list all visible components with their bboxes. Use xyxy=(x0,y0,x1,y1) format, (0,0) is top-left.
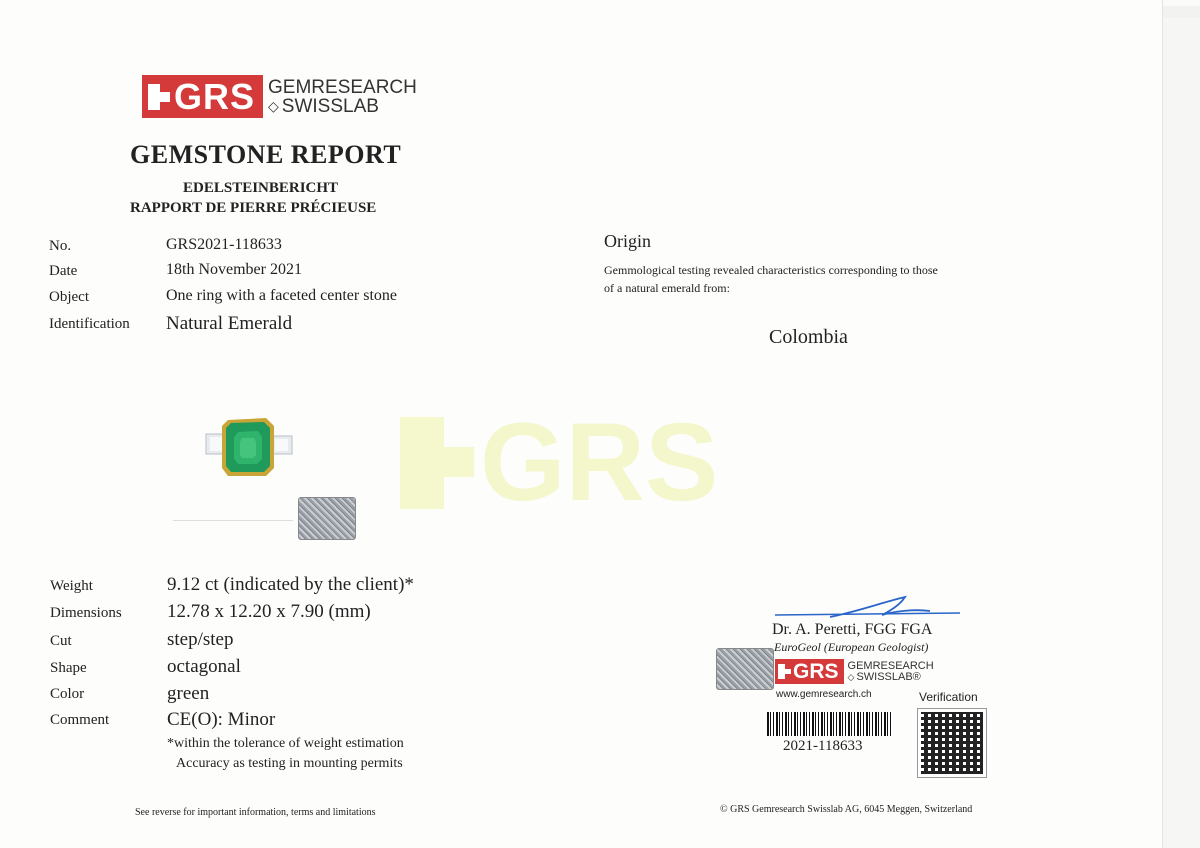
grs-logo-small-text: GRS xyxy=(793,659,839,683)
grs-watermark xyxy=(400,401,719,524)
label-color: Color xyxy=(50,686,85,702)
signatory-name: Dr. A. Peretti, FGG FGA xyxy=(772,621,933,638)
value-shape: octagonal xyxy=(167,656,241,677)
report-barcode xyxy=(767,712,893,736)
label-dimensions: Dimensions xyxy=(50,605,122,621)
label-weight: Weight xyxy=(50,578,93,594)
report-subtitle-fr: RAPPORT DE PIERRE PRÉCIEUSE xyxy=(130,200,377,216)
label-date: Date xyxy=(49,263,78,279)
value-identification: Natural Emerald xyxy=(166,313,293,334)
label-identification: Identification xyxy=(49,316,130,332)
label-shape: Shape xyxy=(50,660,87,676)
origin-country: Colombia xyxy=(769,326,848,348)
origin-text-line1: Gemmological testing revealed characteristics corresponding to those xyxy=(604,263,938,277)
note-weight-tolerance: *within the tolerance of weight estimation xyxy=(167,736,404,751)
watermark-text: GRS xyxy=(480,401,719,524)
value-dimensions: 12.78 x 12.20 x 7.90 (mm) xyxy=(167,601,371,622)
grs-logo-side xyxy=(268,78,417,116)
logo-gemresearch: GEMRESEARCH xyxy=(268,76,417,98)
label-comment: Comment xyxy=(50,712,110,728)
origin-text-line2: of a natural emerald from: xyxy=(604,281,730,295)
logo-swisslab: SWISSLAB xyxy=(281,95,379,117)
swiss-cross-icon xyxy=(148,84,160,110)
value-report-number: GRS2021-118633 xyxy=(166,236,282,253)
note-mounting: Accuracy as testing in mounting permits xyxy=(176,756,403,771)
grs-logo xyxy=(142,75,417,118)
grs-logo-small xyxy=(775,659,934,684)
barcode-number: 2021-118633 xyxy=(783,738,863,754)
origin-heading: Origin xyxy=(604,231,651,251)
label-no: No. xyxy=(49,238,72,254)
diamond-icon: ◇ xyxy=(268,98,279,114)
footer-copyright: © GRS Gemresearch Swisslab AG, 6045 Meggen, Switzerland xyxy=(720,804,973,815)
signatory-title: EuroGeol (European Geologist) xyxy=(774,640,929,654)
label-object: Object xyxy=(49,289,89,305)
grs-logo-text: GRS xyxy=(174,75,256,117)
grs-logo-small-side xyxy=(848,661,934,683)
footer-left-note: See reverse for important information, terms and limitations xyxy=(135,807,376,818)
grs-logo-box xyxy=(142,75,263,118)
value-cut: step/step xyxy=(167,629,234,650)
watermark-cross-icon xyxy=(400,417,444,509)
value-color: green xyxy=(167,683,210,704)
small-logo-swisslab: SWISSLAB® xyxy=(856,670,921,683)
report-title: GEMSTONE REPORT xyxy=(130,140,402,169)
label-cut: Cut xyxy=(50,633,72,649)
photo-line xyxy=(173,520,293,521)
grs-logo-small-box xyxy=(775,659,844,684)
paper-edge-inner xyxy=(1159,18,1200,848)
signature-scribble xyxy=(770,593,970,623)
value-object: One ring with a faceted center stone xyxy=(166,287,398,304)
verification-qr-code[interactable] xyxy=(918,709,986,777)
swiss-cross-small-icon xyxy=(778,664,785,679)
emerald-ring-image xyxy=(200,412,300,482)
hologram-sticker-small xyxy=(716,648,774,690)
value-comment: CE(O): Minor xyxy=(167,709,276,730)
ring-photo xyxy=(200,412,300,482)
value-weight: 9.12 ct (indicated by the client)* xyxy=(167,574,414,595)
verification-label: Verification xyxy=(919,690,978,704)
report-subtitle-de: EDELSTEINBERICHT xyxy=(183,180,339,196)
value-date: 18th November 2021 xyxy=(166,261,302,278)
hologram-sticker xyxy=(298,497,356,540)
small-logo-gemresearch: GEMRESEARCH xyxy=(847,659,934,672)
website: www.gemresearch.ch xyxy=(776,689,872,700)
diamond-small-icon: ◇ xyxy=(847,671,855,682)
